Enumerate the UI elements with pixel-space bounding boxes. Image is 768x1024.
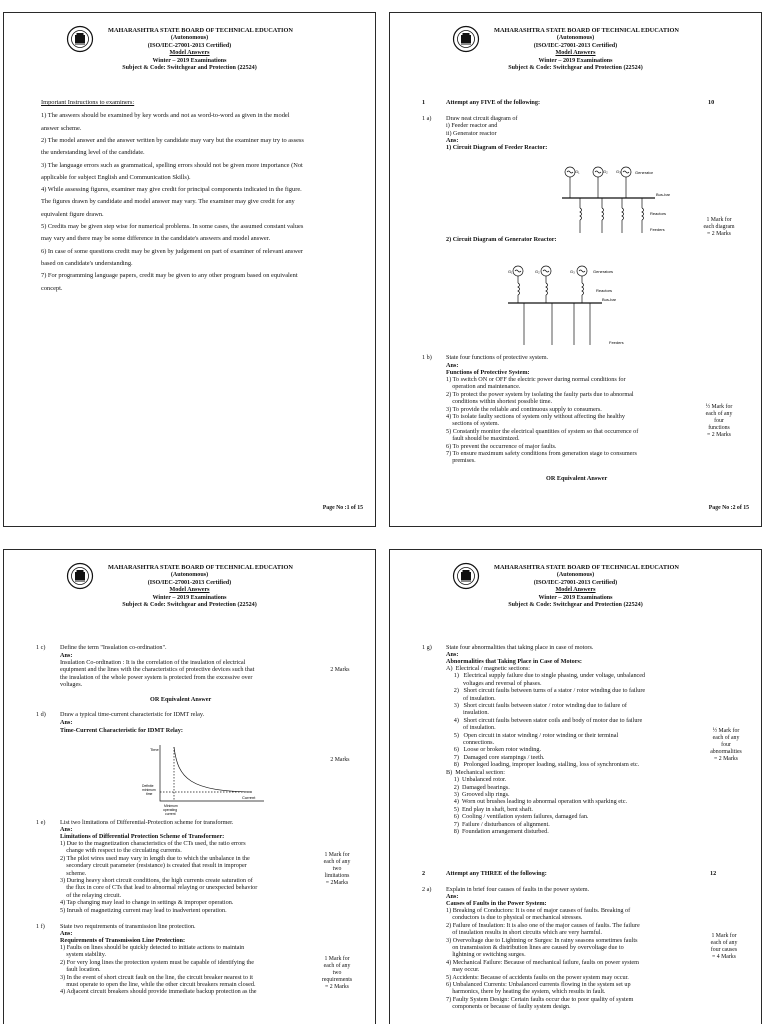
text-line: ii) Generator reactor	[446, 129, 497, 137]
question-number: 1	[422, 99, 426, 106]
board-name: MAHARASHTRA STATE BOARD OF TECHNICAL EDUCATION	[494, 564, 679, 571]
text-line: 7) For programming language papers, credit may be given to any other program based on equivalent	[41, 272, 298, 280]
text-line: voltages.	[60, 681, 83, 689]
text-line: 2) The model answer and the answer written by candidate may vary but the examiner may try to assess	[41, 137, 304, 144]
text-line: applicable for subject English and Communication Skills).	[41, 173, 191, 181]
exam-label: Winter – 2019 Examinations	[538, 594, 613, 601]
answer-title: Functions of Protective System:	[446, 369, 530, 376]
minimum-label: minimum	[142, 788, 156, 792]
text-line: 1) The answers should be examined by key words and not as word-to-word as given in the model	[41, 112, 290, 120]
diagram-1-title: 1) Circuit Diagram of Feeder Reactor:	[446, 144, 548, 151]
text-line: may occur.	[446, 966, 480, 974]
subquestion-text: State four functions of protective system.	[446, 354, 549, 361]
question-title: Attempt any THREE of the following:	[446, 870, 547, 877]
subquestion-text: List two limitations of Differential-Protection scheme for transformer.	[60, 819, 234, 826]
ans-label: Ans:	[446, 362, 459, 369]
g1-label: G₁	[575, 169, 580, 174]
text-line: functions	[708, 425, 730, 431]
exam-label: Winter – 2019 Examinations	[152, 57, 227, 64]
answer-title: Abnormalities that Taking Place in Case of Motors:	[446, 658, 582, 665]
marks-note-2a	[698, 933, 750, 961]
text-line: 4) Mechanical Failure: Because of mechanical failure, faults on power system	[446, 958, 639, 966]
text-line: 3) In the event of short circuit fault on the line, the circuit breaker nearest to it	[60, 973, 253, 981]
exam-label: Winter – 2019 Examinations	[538, 57, 613, 64]
subquestion-number: 2 a)	[422, 886, 432, 893]
subject-label: Subject & Code: Switchgear and Protection (22524)	[122, 65, 257, 72]
text-line: 5) Constantly monitor the electrical quantities of system so that occurrence of	[446, 427, 639, 435]
feeders-label: Feeders	[650, 227, 665, 232]
definite-label: Definite	[142, 784, 154, 788]
text-line: 2) Failure of Insulation: It is also one of the major causes of faults. The failure	[446, 921, 640, 929]
answer-page-2	[389, 12, 762, 527]
text-line: may vary and there may be some difference in the candidate's answers and model answer.	[41, 235, 271, 243]
model-answers-label: Model Answers	[555, 587, 596, 594]
text-line: 5) End play in shaft, bent shaft.	[446, 805, 533, 813]
g3-label: G₃	[570, 269, 575, 274]
text-line: of insulation.	[446, 694, 496, 702]
or-equivalent-answer: OR Equivalent Answer	[546, 475, 608, 482]
text-line: B) Mechanical section:	[446, 768, 505, 776]
page-header	[390, 27, 761, 73]
text-line: = 2 Marks	[714, 756, 738, 762]
g1-label: G₁	[508, 269, 513, 274]
text-line: system stability.	[60, 951, 107, 959]
text-line: of insulation results in short circuits which are very harmful.	[446, 929, 603, 937]
ans-label: Ans:	[446, 651, 459, 658]
text-line: 7) Faulty System Design: Certain faults occur due to poor quality of system	[446, 995, 634, 1003]
ans-label: Ans:	[446, 893, 459, 900]
text-line: the insulation of the whole power system is protected from the excessive over	[60, 673, 253, 681]
iso-label: (ISO/IEC-27001-2013 Certified)	[533, 579, 618, 586]
text-line: equivalent figure drawn.	[41, 210, 104, 218]
subquestion-text: Explain in brief four causes of faults in the power system.	[446, 886, 590, 893]
text-line: 6) To prevent the occurrence of major faults.	[446, 442, 557, 450]
ans-label: Ans:	[60, 652, 73, 659]
text-line: equipment and the lines with the characteristics of protective devices such that	[60, 666, 255, 674]
text-line: 1 Mark for	[706, 217, 732, 223]
board-name: MAHARASHTRA STATE BOARD OF TECHNICAL EDUCATION	[108, 27, 293, 34]
text-line: 1) To switch ON or OFF the electric power during normal conditions for	[446, 376, 626, 383]
text-line: 1) Breaking of Conductors: It is one of major causes of faults. Breaking of	[446, 907, 631, 914]
text-line: lightning or switching surges.	[446, 951, 526, 959]
min-current-label-3: current	[165, 812, 176, 816]
busbar-label: Bus-bar	[656, 192, 671, 197]
subquestion-number: 1 f)	[36, 923, 45, 930]
text-line: 1 Mark for	[324, 852, 350, 858]
subject-label: Subject & Code: Switchgear and Protection (22524)	[122, 602, 257, 609]
subquestion-text: State two requirements of transmission line protection.	[60, 923, 196, 930]
text-line: each of any	[710, 940, 738, 946]
iso-label: (ISO/IEC-27001-2013 Certified)	[147, 42, 232, 49]
text-line: harmonics, there by heating the system, which results in fault.	[446, 988, 606, 996]
page-header	[4, 27, 375, 73]
text-line: 6) Unbalanced Currents: Unbalanced currents flowing in the system set up	[446, 981, 631, 989]
text-line: Insulation Co-ordination : It is the correlation of the insulation of electrical	[60, 659, 246, 666]
feeders-label: Feeders	[609, 340, 624, 345]
text-line: each of any	[712, 735, 740, 741]
board-name: MAHARASHTRA STATE BOARD OF TECHNICAL EDUCATION	[494, 27, 679, 34]
answer-list	[60, 840, 257, 914]
diagram-2-title: 2) Circuit Diagram of Generator Reactor:	[446, 236, 557, 243]
text-line: 2) For very long lines the protection system must be capable of identifying the	[60, 958, 255, 966]
idmt-characteristic-graph	[142, 743, 272, 818]
answer-title: Limitations of Differential Protection Scheme of Transformer:	[60, 833, 225, 840]
current-axis-label: Current	[242, 795, 256, 800]
text-line: change with respect to the circulating currents.	[60, 847, 182, 855]
question-title	[446, 99, 540, 106]
text-line: 6) In case of some questions credit may be given by judgement on part of examiner of relevant answer	[41, 247, 303, 255]
text-line: four	[721, 742, 731, 748]
reactors-label: Reactors	[596, 288, 613, 293]
text-line: 5) Inrush of magnetizing current may lead to inadvertent operation.	[60, 906, 227, 914]
min-current-label-2: operating	[163, 808, 178, 812]
text-line: the understanding level of the candidate.	[41, 149, 145, 157]
subquestion-number: 1 e)	[36, 819, 46, 826]
text-line: 1 Mark for	[324, 956, 350, 962]
subquestion-number: 1 b)	[422, 354, 432, 361]
text-line: components or because of faulty system design.	[446, 1003, 571, 1011]
ans-label: Ans:	[60, 719, 73, 726]
question-marks: 10	[708, 99, 715, 106]
text-line: 4) Worn out brushes leading to abnormal operation with sparking etc.	[446, 798, 628, 806]
answer-title: Causes of Faults in the Power System:	[446, 900, 547, 907]
generators-label: Generators	[593, 269, 614, 274]
instructions	[41, 99, 376, 295]
answer-list	[446, 376, 638, 465]
model-answers-label: Model Answers	[169, 50, 210, 57]
answer-title: Time-Current Characteristic for IDMT Relay:	[60, 727, 183, 734]
text-line: 6) Loose or broken rotor winding.	[446, 746, 542, 754]
text-line: 5) Open circuit in stator winding / rotor winding or their terminal	[446, 731, 619, 739]
text-line: ½ Mark for	[705, 404, 733, 410]
text-line: 7) To ensure maximum safety conditions from generation stage to consumers	[446, 450, 637, 458]
marks-note-d: 2 Marks	[330, 757, 350, 763]
text-line: i) Feeder reactor and	[446, 122, 498, 130]
text-line: two	[332, 866, 342, 872]
page-header	[4, 564, 375, 610]
text-line: conductors is due to physical or mechanical stresses.	[446, 914, 583, 922]
text-line: = 2 Marks	[707, 231, 731, 237]
text-line: 2) Damaged bearings.	[446, 783, 510, 791]
subquestion-text: Draw a typical time-current characteristic for IDMT relay.	[60, 711, 205, 718]
text-line: = 4 Marks	[712, 954, 736, 960]
text-line: 6) Cooling / ventilation system failures, damaged fan.	[446, 813, 589, 821]
text-line: 3) Short circuit faults between stator / rotor winding due to failure of	[446, 702, 627, 710]
subject-label: Subject & Code: Switchgear and Protection (22524)	[508, 602, 643, 609]
text-line: premises.	[446, 457, 476, 465]
subject-label: Subject & Code: Switchgear and Protection (22524)	[508, 65, 643, 72]
text-line: four	[714, 418, 724, 424]
text-line: 3) Overvoltage due to Lightning or Surges: In rainy seasons sometimes faults	[446, 936, 638, 944]
text-line: fault should be maximized.	[446, 435, 520, 443]
text-line: = 2 Marks	[707, 432, 731, 438]
text-line: the flux in core of CTs that lead to abnormal relaying or unexpected behavior	[60, 884, 258, 892]
answer-list	[60, 944, 257, 996]
text-line: 1) Unbalanced rotor.	[446, 776, 507, 784]
subquestion-number: 1 d)	[36, 711, 46, 718]
board-name: MAHARASHTRA STATE BOARD OF TECHNICAL EDUCATION	[108, 564, 293, 571]
ans-label: Ans:	[60, 930, 73, 937]
text-line: insulation.	[446, 709, 489, 717]
marks-note-f	[311, 956, 363, 991]
text-line: each diagram	[703, 224, 735, 230]
answer-page-4	[389, 549, 762, 1024]
text-line: 5) Credits may be given step wise for numerical problems. In some cases, the assumed constant values	[41, 223, 304, 231]
text-line: each of any	[705, 411, 733, 417]
question-title-text: Attempt any FIVE of the following:	[446, 99, 541, 106]
text-line: secondary circuit parameter (resistance) is created that result in improper	[60, 862, 247, 870]
text-line: of the relaying circuit.	[60, 891, 122, 899]
time-axis-label: Time	[150, 747, 159, 752]
page-header	[390, 564, 761, 610]
text-line: The figures drawn by candidate and model answer may vary. The examiner may give credit for any	[41, 198, 295, 206]
feeder-reactor-diagram	[560, 153, 680, 241]
text-line: 4) While assessing figures, examiner may give credit for principal components indicated in the figure.	[41, 186, 302, 194]
generator-label: Generator	[635, 170, 654, 175]
text-line: 2) The pilot wires used may vary in length due to which the unbalance in the	[60, 854, 250, 862]
text-line: 1) Due to the magnetization characteristics of the CTs used, the ratio errors	[60, 840, 246, 847]
answer-title: Requirements of Transmission Line Protection:	[60, 937, 186, 944]
g2-label: G₂	[535, 269, 540, 274]
text-line: on transmission & distribution lines are caused by overvoltage due to	[446, 944, 624, 952]
text-line: two	[332, 970, 342, 976]
text-line: scheme.	[60, 869, 87, 877]
text-line: of insulation.	[446, 724, 496, 732]
text-line: 3) During heavy short circuit conditions, the high currents create saturation of	[60, 877, 253, 885]
subquestion-number: 1 g)	[422, 644, 432, 651]
marks-note-g	[700, 728, 752, 763]
page-number: Page No :1 of 15	[322, 505, 363, 511]
marks-note-b	[693, 404, 745, 439]
text-line: requirements	[321, 977, 353, 983]
g2-label: G₂	[603, 169, 608, 174]
marks-note-c: 2 Marks	[330, 667, 350, 673]
text-line: sections of system.	[446, 420, 500, 428]
text-line: 3) To provide the reliable and continuous supply to consumers.	[446, 405, 602, 413]
text-line: connections.	[446, 739, 495, 747]
iso-label: (ISO/IEC-27001-2013 Certified)	[147, 579, 232, 586]
text-line: each of any	[323, 963, 351, 969]
text-line: 7) Failure / disturbances of alignment.	[446, 820, 550, 828]
text-line: 4) Adjacent circuit breakers should provide immediate backup protection as the	[60, 988, 257, 996]
text-line: each of any	[323, 859, 351, 865]
text-line: 4) Short circuit faults between stator coils and body of motor due to failure	[446, 716, 643, 724]
model-answers-label: Model Answers	[169, 587, 210, 594]
text-line: 1) Electrical supply failure due to single phasing, under voltage, unbalanced	[446, 672, 646, 680]
ans-label: Ans:	[446, 137, 459, 144]
min-current-label-1: Minimum	[164, 804, 178, 808]
model-answers-label: Model Answers	[555, 50, 596, 57]
text-line: 3) The language errors such as grammatical, spelling errors should not be given more importance (Not	[41, 161, 303, 169]
text-line: 5) Accidents: Because of accidents faults on the power system may occur.	[446, 973, 629, 981]
text-line: 1) Faults on lines should be quickly detected to initiate actions to maintain	[60, 944, 245, 951]
g3-label: G₃	[616, 169, 621, 174]
text-line: 2) Short circuit faults between turns of a stator / rotor winding due to failure	[446, 687, 646, 695]
text-line: four causes	[710, 947, 738, 953]
subquestion-number: 1 c)	[36, 644, 46, 651]
subquestion-text	[446, 115, 517, 137]
autonomous-label: (Autonomous)	[556, 35, 595, 41]
instructions-heading: Important Instructions to examiners:	[41, 99, 135, 106]
answer-list	[446, 907, 640, 1011]
text-line: = 2 Marks	[325, 984, 349, 990]
question-marks: 12	[710, 870, 717, 877]
reactors-label: Reactors	[650, 211, 667, 216]
text-line: answer scheme.	[41, 124, 82, 132]
subquestion-text: Define the term "Insulation co-ordination".	[60, 644, 167, 651]
text-line: Draw neat circuit diagram of	[446, 115, 518, 122]
marks-note-e	[311, 852, 363, 887]
autonomous-label: (Autonomous)	[170, 35, 209, 41]
or-equivalent-answer: OR Equivalent Answer	[150, 696, 212, 703]
autonomous-label: (Autonomous)	[170, 572, 209, 578]
ans-label: Ans:	[60, 826, 73, 833]
text-line: A) Electrical / magnetic sections:	[446, 665, 531, 672]
text-line: 3) Grooved slip rings.	[446, 790, 510, 798]
page-number: Page No :2 of 15	[708, 505, 749, 511]
text-line: voltages and reversal of phases.	[446, 679, 542, 687]
generator-reactor-diagram	[502, 255, 642, 347]
iso-label: (ISO/IEC-27001-2013 Certified)	[533, 42, 618, 49]
exam-label: Winter – 2019 Examinations	[152, 594, 227, 601]
subquestion-text: State four abnormalities that taking place in case of motors.	[446, 644, 594, 651]
text-line: must operate to open the line, while the other circuit breakers remain closed.	[60, 981, 256, 989]
answer-page-3	[3, 549, 376, 1024]
subquestion-number: 1 a)	[422, 115, 432, 122]
text-line: 8) Foundation arrangement disturbed.	[446, 827, 549, 835]
marks-note-a	[693, 217, 745, 238]
question-number: 2	[422, 870, 426, 877]
text-line: ½ Mark for	[712, 728, 740, 734]
text-line: 4) To isolate faulty sections of system only without affecting the healthy	[446, 413, 625, 421]
text-line: = 2Marks	[325, 880, 349, 886]
text-line: 8) Prolonged loading, improper loading, stalling, loss of synchronism etc.	[446, 761, 640, 769]
text-line: conditions within shortest possible time.	[446, 398, 553, 406]
text-line: fault location.	[60, 966, 101, 974]
text-line: 4) Tap changing may lead to change in settings & improper operation.	[60, 899, 234, 907]
text-line: 2) To protect the power system by isolating the faulty parts due to abnormal	[446, 390, 634, 398]
answer-page-1	[3, 12, 376, 527]
autonomous-label: (Autonomous)	[556, 572, 595, 578]
text-line: 1 Mark for	[711, 933, 737, 939]
text-line: concept.	[41, 284, 63, 292]
answer-list	[446, 665, 645, 835]
text-line: abnormalities	[710, 749, 742, 755]
text-line: 7) Damaged core stampings / teeth.	[446, 753, 545, 761]
answer-text	[60, 659, 254, 689]
text-line: limitations	[324, 873, 350, 879]
busbar-label: Bus-bar	[602, 297, 617, 302]
text-line: operation and maintenance.	[446, 383, 521, 391]
time-label: time	[146, 792, 153, 796]
text-line: based on candidate's understanding.	[41, 259, 133, 267]
